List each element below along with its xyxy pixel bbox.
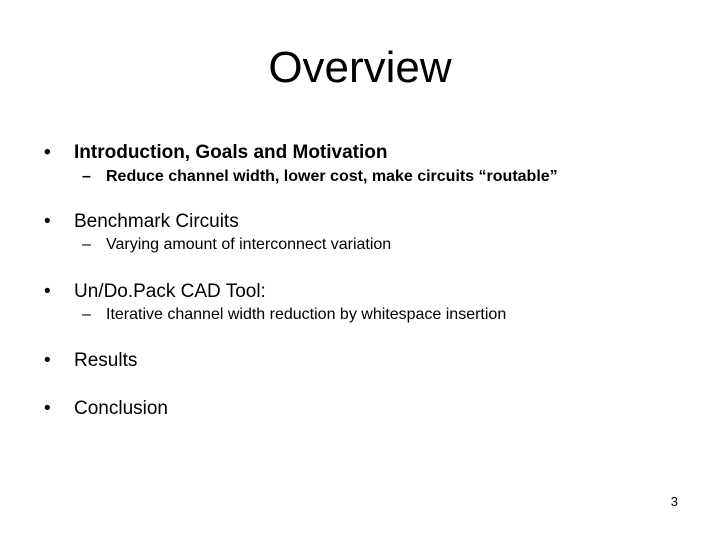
page-number: 3: [670, 494, 678, 509]
bullet-icon: •: [44, 350, 51, 371]
dash-icon: –: [82, 306, 91, 323]
bullet-label: Benchmark Circuits: [74, 211, 239, 232]
sub-item-label: Varying amount of interconnect variation: [106, 236, 392, 253]
bullet-label: Results: [74, 350, 138, 371]
bullet-label: Introduction, Goals and Motivation: [74, 142, 388, 163]
sub-item-label: Iterative channel width reduction by whitespace insertion: [106, 306, 507, 323]
dash-icon: –: [82, 236, 91, 253]
bullet-label: Conclusion: [74, 398, 168, 419]
sub-item-whitespace-insertion: [82, 305, 506, 325]
sub-item-label: Reduce channel width, lower cost, make circuits “routable”: [106, 168, 558, 185]
slide-title: Overview: [268, 43, 452, 92]
bullet-icon: •: [44, 281, 51, 302]
bullet-item-undopack-tool: [44, 281, 266, 303]
bullet-item-benchmark-circuits: [44, 211, 239, 233]
bullet-icon: •: [44, 398, 51, 419]
bullet-icon: •: [44, 211, 51, 232]
sub-item-reduce-channel-width: [82, 167, 558, 187]
sub-item-interconnect-variation: [82, 235, 391, 255]
bullet-label: Un/Do.Pack CAD Tool:: [74, 281, 266, 302]
bullet-icon: •: [44, 142, 51, 163]
bullet-item-results: [44, 350, 137, 372]
dash-icon: –: [82, 168, 91, 185]
bullet-item-introduction: [44, 142, 388, 164]
bullet-item-conclusion: [44, 398, 168, 420]
